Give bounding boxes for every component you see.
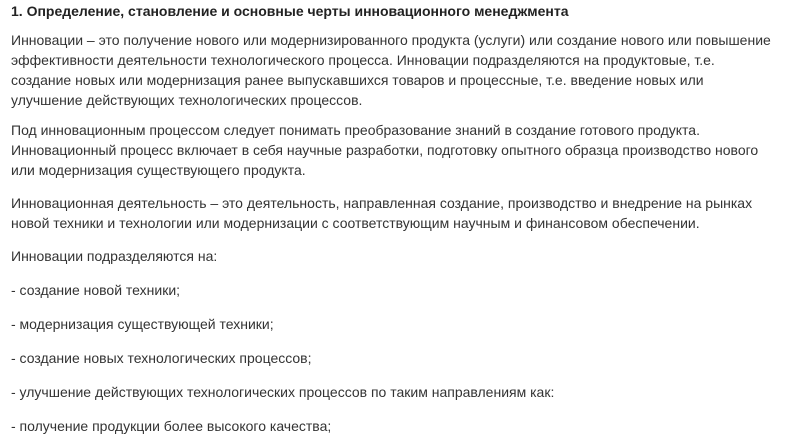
list-item: - создание новой техники; bbox=[11, 282, 181, 298]
list-item: - улучшение действующих технологических процессов по таким направлениям как: bbox=[11, 384, 555, 400]
paragraph-innovation-process: Под инновационным процессом следует понимать преобразование знаний в создание готового продукта. Инновационный процесс включает в себя научные разработки, подготовку опытного образца производство нового или модернизация существующего продукта. bbox=[11, 122, 759, 178]
article-heading: 1. Определение, становление и основные черты инновационного менеджмента bbox=[11, 3, 569, 19]
paragraph-innovation-definition: Инновации – это получение нового или модернизированного продукта (услуги) или создание нового или повышение эффективности деятельности технологического процесса. Инновации подразделяются на продуктовые, т.е. создание новых или модернизация ранее выпускавшихся товаров и процессные, т.е. введение новых или улучшение действующих технологических процессов. bbox=[11, 32, 771, 108]
list-item: - модернизация существующей техники; bbox=[11, 316, 274, 332]
list-intro: Инновации подразделяются на: bbox=[11, 248, 218, 264]
article bbox=[11, 0, 781, 434]
paragraph-innovation-activity: Инновационная деятельность – это деятельность, направленная создание, производство и внедрение на рынках новой техники и технологии или модернизации с соответствующим научным и финансовом обеспечении. bbox=[11, 195, 753, 231]
list-item: - создание новых технологических процессов; bbox=[11, 350, 312, 366]
list-item: - получение продукции более высокого качества; bbox=[11, 418, 332, 434]
